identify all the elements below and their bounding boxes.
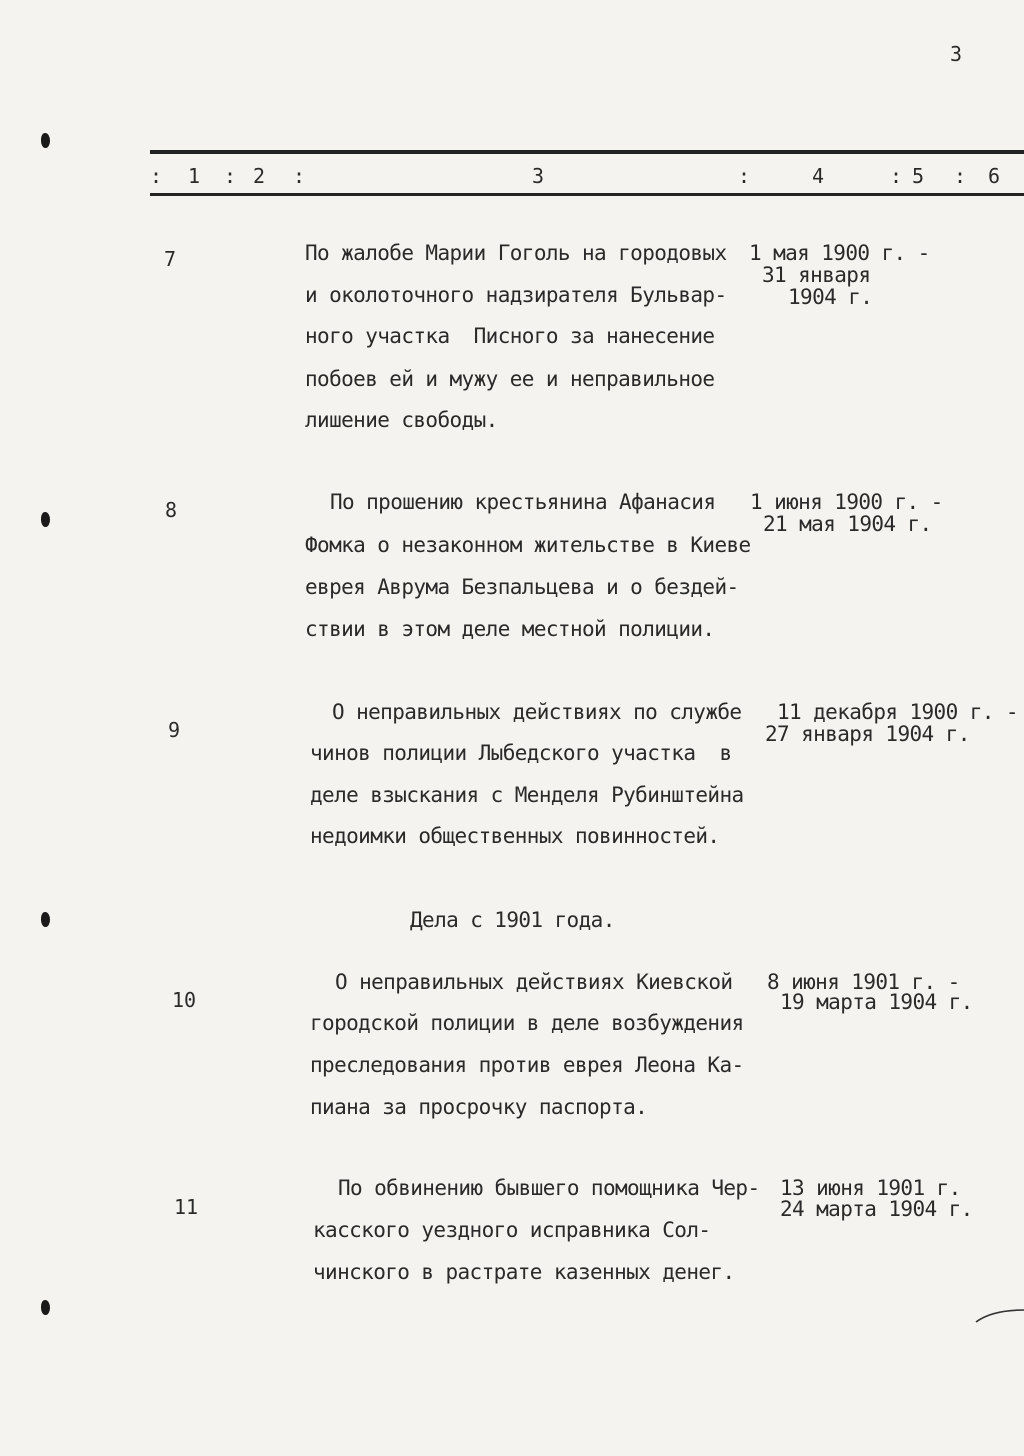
entry-text-line: недоимки общественных повинностей. — [310, 824, 720, 848]
col-header-6: 6 — [988, 164, 1001, 188]
entry-date-start: 11 декабря 1900 г. - — [777, 700, 1018, 724]
header-rule-top — [150, 150, 1024, 154]
entry-text-line: касского уездного исправника Сол- — [313, 1218, 711, 1242]
entry-date-end: 21 мая 1904 г. — [763, 512, 932, 536]
entry-date-start: 13 июня 1901 г. — [780, 1176, 961, 1200]
entry-text-line: чинского в растрате казенных денег. — [313, 1260, 735, 1284]
col-separator: : — [738, 164, 751, 188]
entry-number: 11 — [174, 1195, 199, 1219]
entry-text-line: ствии в этом деле местной полиции. — [305, 617, 715, 641]
col-header-4: 4 — [812, 164, 825, 188]
entry-number: 10 — [172, 988, 197, 1012]
col-header-5: 5 — [912, 164, 925, 188]
entry-text-line: О неправильных действиях Киевской — [335, 970, 733, 994]
header-rule-bottom — [150, 193, 1024, 196]
col-header-2: 2 — [253, 164, 266, 188]
entry-number: 7 — [164, 247, 177, 271]
entry-text-line: По жалобе Марии Гоголь на городовых — [305, 241, 727, 265]
entry-text-line: преследования против еврея Леона Ка- — [310, 1053, 744, 1077]
entry-text-line: Фомка о незаконном жительстве в Киеве — [305, 533, 751, 557]
binder-hole — [41, 912, 50, 927]
entry-text-line: городской полиции в деле возбуждения — [310, 1011, 744, 1035]
entry-date-end: 27 января 1904 г. — [765, 722, 970, 746]
entry-date-start: 1 мая 1900 г. - — [749, 241, 930, 265]
entry-text-line: ного участка Писного за нанесение — [305, 324, 715, 348]
entry-date-end: 19 марта 1904 г. — [780, 990, 973, 1014]
entry-text-line: О неправильных действиях по службе — [332, 700, 742, 724]
binder-hole — [41, 1300, 50, 1315]
entry-text-line: По обвинению бывшего помощника Чер- — [338, 1176, 760, 1200]
entry-date-end: 31 января — [762, 263, 871, 287]
entry-text-line: По прошению крестьянина Афанасия — [330, 490, 716, 514]
col-separator: : — [293, 164, 306, 188]
col-separator: : — [890, 164, 903, 188]
section-heading: Дела с 1901 года. — [410, 908, 615, 932]
col-header-1: 1 — [188, 164, 201, 188]
entry-text-line: пиана за просрочку паспорта. — [310, 1095, 648, 1119]
entry-text-line: еврея Аврума Безпальцева и о бездей- — [305, 575, 739, 599]
col-separator: : — [954, 164, 967, 188]
binder-hole — [41, 512, 50, 527]
entry-text-line: деле взыскания с Менделя Рубинштейна — [310, 783, 744, 807]
col-separator: : — [150, 164, 163, 188]
entry-date-end: 24 марта 1904 г. — [780, 1197, 973, 1221]
entry-text-line: и околоточного надзирателя Бульвар- — [305, 283, 727, 307]
entry-text-line: побоев ей и мужу ее и неправильное — [305, 367, 715, 391]
col-header-3: 3 — [532, 164, 545, 188]
entry-date-start: 1 июня 1900 г. - — [750, 490, 943, 514]
entry-number: 9 — [168, 718, 181, 742]
binder-hole — [41, 133, 50, 148]
entry-text-line: лишение свободы. — [305, 408, 498, 432]
entry-number: 8 — [165, 498, 178, 522]
entry-text-line: чинов полиции Лыбедского участка в — [310, 741, 732, 765]
col-separator: : — [224, 164, 237, 188]
entry-date-start: 8 июня 1901 г. - — [767, 970, 960, 994]
stray-mark — [970, 1300, 1024, 1330]
page-number: 3 — [950, 42, 963, 66]
entry-date-end-year: 1904 г. — [788, 285, 873, 309]
